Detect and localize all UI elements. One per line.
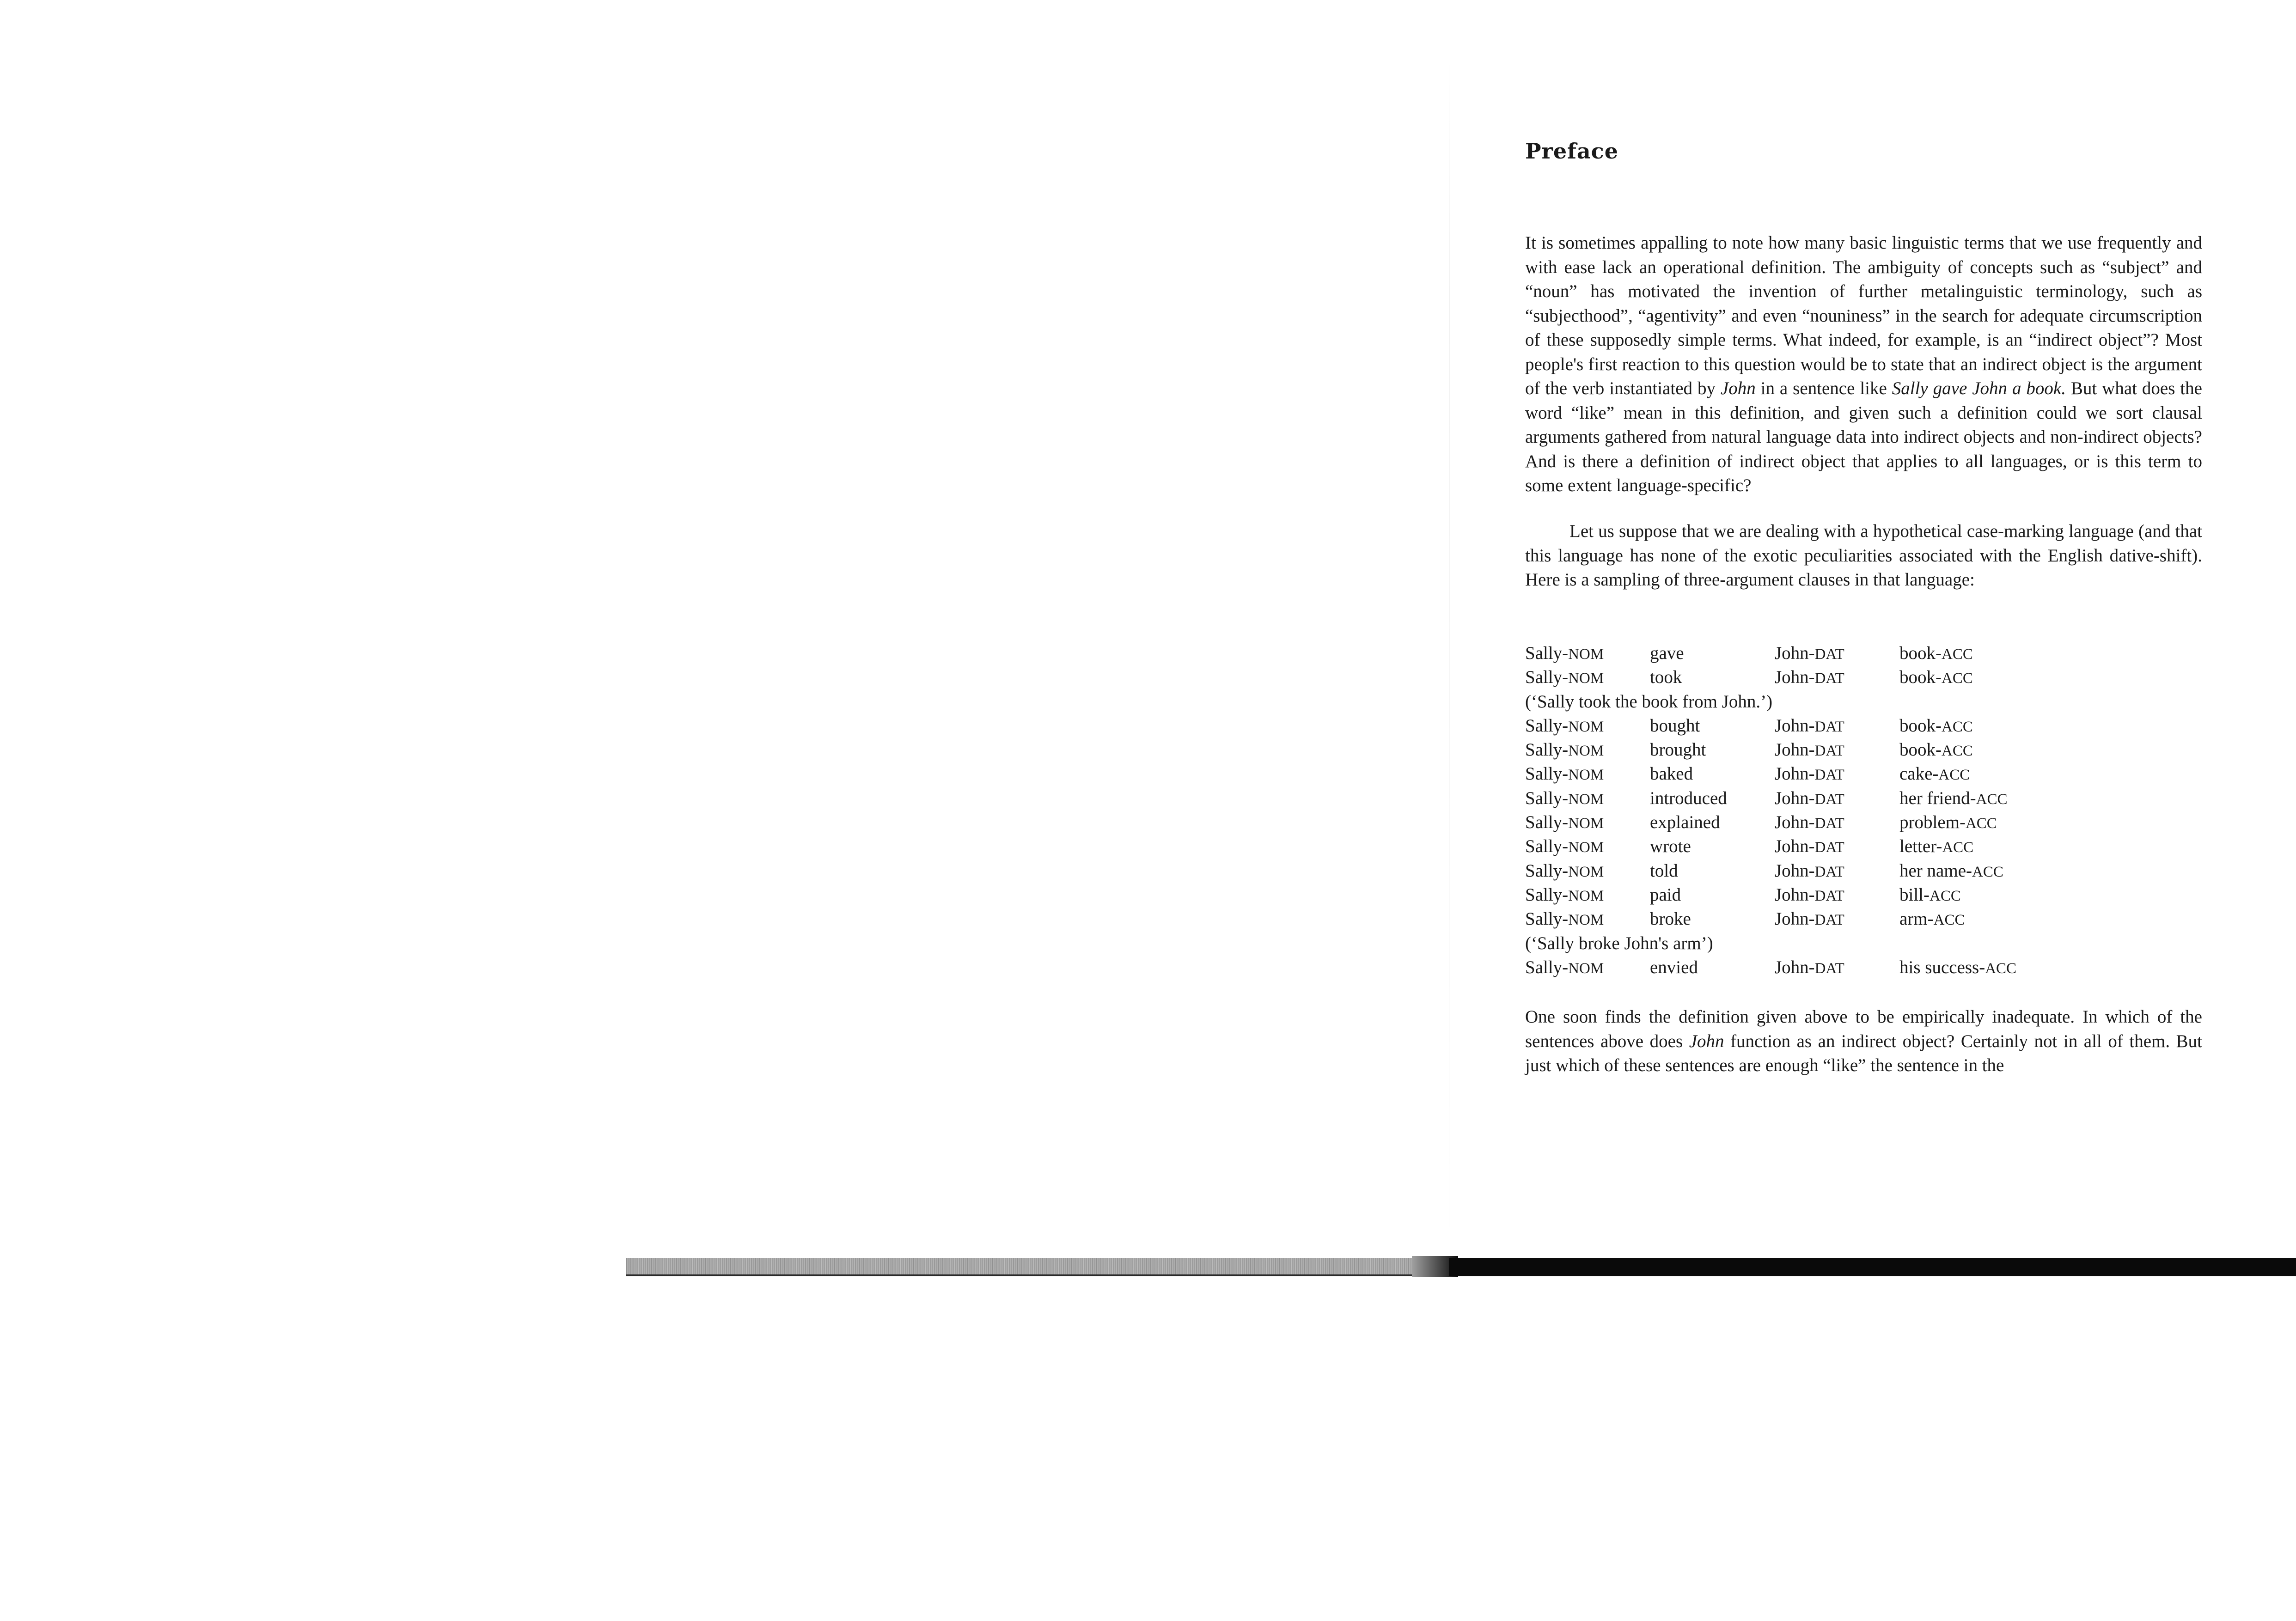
p1-text-a: It is sometimes appalling to note how many basic linguistic terms that we use frequently and with ease lack an operational definition. The ambiguity of concepts such as “subject” and “noun” has motivated the invention of further metalinguistic terminology, such as “subjecthood”, “agentivity” and even “nouniness” in the search for adequate circumscription of these supposedly simple terms. What indeed, for example, is an “indirect object”? Most people's first reaction to this question would be to state that an indirect object is the argument of the verb instantiated by [1525, 233, 2202, 398]
example-object [1899, 907, 2084, 931]
example-verb [1650, 835, 1775, 859]
example-subject [1525, 641, 1650, 665]
right-page [1525, 139, 2202, 1075]
paragraph-3 [1525, 1005, 2202, 1078]
example-object [1899, 835, 2084, 859]
example-object-word: arm- [1899, 909, 1934, 929]
example-recipient-case: DAT [1814, 767, 1844, 784]
example-gloss: (‘Sally took the book from John.’) [1525, 691, 1773, 712]
example-object-case: ACC [1942, 670, 1973, 687]
example-row [1525, 907, 2202, 931]
example-recipient-word: John- [1775, 643, 1815, 663]
example-subject [1525, 907, 1650, 931]
example-subject-case: NOM [1568, 912, 1604, 929]
example-verb [1650, 665, 1775, 689]
example-recipient [1775, 907, 1899, 931]
example-subject-word: Sally- [1525, 884, 1569, 905]
example-object-word: her friend- [1899, 788, 1976, 808]
example-subject-case: NOM [1568, 960, 1604, 977]
example-subject-case: NOM [1568, 791, 1604, 808]
example-subject-word: Sally- [1525, 788, 1569, 808]
example-recipient-case: DAT [1814, 887, 1844, 904]
example-recipient [1775, 883, 1899, 907]
example-subject-word: Sally- [1525, 909, 1569, 929]
example-verb [1650, 641, 1775, 665]
example-subject [1525, 786, 1650, 810]
example-verb [1650, 714, 1775, 738]
example-row [1525, 762, 2202, 786]
example-object-case: ACC [1965, 815, 1997, 832]
example-object-case: ACC [1938, 767, 1970, 784]
example-subject [1525, 665, 1650, 689]
example-object [1899, 859, 2084, 883]
example-recipient [1775, 810, 1899, 835]
example-verb-word: told [1650, 860, 1678, 881]
example-verb-word: broke [1650, 909, 1691, 929]
example-row [1525, 641, 2202, 665]
example-recipient-case: DAT [1814, 718, 1844, 735]
example-row [1525, 956, 2202, 980]
example-verb-word: explained [1650, 812, 1720, 833]
example-recipient-case: DAT [1814, 743, 1844, 760]
example-verb [1650, 956, 1775, 980]
example-recipient-case: DAT [1814, 863, 1844, 880]
example-verb-word: gave [1650, 643, 1684, 663]
example-object [1899, 883, 2084, 907]
p3-john: John [1689, 1031, 1724, 1051]
example-subject-case: NOM [1568, 815, 1604, 832]
example-row [1525, 738, 2202, 762]
right-page-edge [1449, 1258, 2296, 1276]
example-verb-word: brought [1650, 740, 1706, 760]
example-recipient-word: John- [1775, 764, 1815, 784]
example-recipient-word: John- [1775, 884, 1815, 905]
example-object-word: her name- [1899, 860, 1972, 881]
example-subject-case: NOM [1568, 767, 1604, 784]
example-subject [1525, 738, 1650, 762]
example-object-word: his success- [1899, 957, 1985, 977]
p1-example: Sally gave John a book. [1892, 378, 2066, 398]
example-recipient [1775, 859, 1899, 883]
example-row [1525, 835, 2202, 859]
example-verb [1650, 810, 1775, 835]
example-recipient [1775, 714, 1899, 738]
example-subject-case: NOM [1568, 670, 1604, 687]
example-subject-case: NOM [1568, 863, 1604, 880]
example-object [1899, 738, 2084, 762]
example-subject [1525, 883, 1650, 907]
example-recipient-word: John- [1775, 957, 1815, 977]
example-object-word: problem- [1899, 812, 1966, 833]
paragraph-2: Let us suppose that we are dealing with a hypothetical case-marking language (and that this language has none of the exotic peculiarities associated with the English dative-shift). Here is a sampling of three-argument clauses in that language: [1525, 521, 2202, 590]
example-subject [1525, 810, 1650, 835]
example-recipient-word: John- [1775, 740, 1815, 760]
example-verb-word: wrote [1650, 836, 1691, 857]
example-row [1525, 883, 2202, 907]
p1-john: John [1720, 378, 1756, 398]
example-recipient-word: John- [1775, 715, 1815, 736]
example-object-case: ACC [1972, 863, 2003, 880]
example-row [1525, 665, 2202, 689]
p1-text-c: But what does the word “like” mean in this definition, and given such a definition could we sort clausal arguments gathered from natural language data into indirect objects and non-indirect objects? And is there a definition of indirect object that applies to all languages, or is this term to some extent language-specific? [1525, 378, 2202, 495]
example-subject-word: Sally- [1525, 836, 1569, 857]
example-object-case: ACC [1933, 912, 1965, 929]
example-recipient-word: John- [1775, 909, 1815, 929]
example-recipient-word: John- [1775, 836, 1815, 857]
example-verb-word: envied [1650, 957, 1698, 977]
p1-text-b: in a sentence like [1755, 378, 1892, 398]
example-row [1525, 810, 2202, 835]
example-recipient-word: John- [1775, 667, 1815, 688]
example-subject [1525, 835, 1650, 859]
example-verb [1650, 883, 1775, 907]
example-subject-word: Sally- [1525, 715, 1569, 736]
example-object [1899, 786, 2084, 810]
example-subject-case: NOM [1568, 743, 1604, 760]
p3-text-b: function as an indirect object? Certainly not in all of them. But just which of these sentences are enough “like” the sentence in the [1525, 1031, 2202, 1075]
example-recipient [1775, 738, 1899, 762]
example-object-case: ACC [1942, 646, 1973, 663]
example-object [1899, 810, 2084, 835]
example-recipient [1775, 956, 1899, 980]
paragraph-1 [1525, 231, 2202, 498]
example-object-word: book- [1899, 667, 1942, 688]
example-row [1525, 786, 2202, 810]
example-recipient [1775, 762, 1899, 786]
example-object [1899, 762, 2084, 786]
example-verb [1650, 907, 1775, 931]
example-verb [1650, 859, 1775, 883]
example-object-word: book- [1899, 715, 1942, 736]
example-recipient [1775, 835, 1899, 859]
example-verb-word: introduced [1650, 788, 1727, 808]
example-subject-word: Sally- [1525, 667, 1569, 688]
example-verb [1650, 786, 1775, 810]
example-recipient [1775, 641, 1899, 665]
example-object [1899, 714, 2084, 738]
example-object-case: ACC [1942, 718, 1973, 735]
example-subject-case: NOM [1568, 839, 1604, 856]
example-recipient-case: DAT [1814, 960, 1844, 977]
example-object-case: ACC [1942, 743, 1973, 760]
example-subject-case: NOM [1568, 718, 1604, 735]
example-verb-word: bought [1650, 715, 1700, 736]
example-subject [1525, 859, 1650, 883]
example-row [1525, 859, 2202, 883]
example-subject-word: Sally- [1525, 643, 1569, 663]
example-object-case: ACC [1985, 960, 2017, 977]
example-object-word: cake- [1899, 764, 1939, 784]
left-page-edge [626, 1258, 1449, 1276]
example-verb-word: paid [1650, 884, 1681, 905]
example-recipient-case: DAT [1814, 670, 1844, 687]
example-recipient-case: DAT [1814, 815, 1844, 832]
example-recipient-word: John- [1775, 812, 1815, 833]
example-recipient-word: John- [1775, 788, 1815, 808]
example-subject-word: Sally- [1525, 812, 1569, 833]
example-object-word: letter- [1899, 836, 1942, 857]
example-verb-word: took [1650, 667, 1682, 688]
example-list [1525, 641, 2202, 980]
example-subject-word: Sally- [1525, 860, 1569, 881]
example-recipient [1775, 786, 1899, 810]
example-recipient-case: DAT [1814, 839, 1844, 856]
example-object-word: bill- [1899, 884, 1930, 905]
example-object-case: ACC [1942, 839, 1974, 856]
example-recipient-case: DAT [1814, 912, 1844, 929]
page-gutter [1449, 55, 1450, 1257]
example-recipient-case: DAT [1814, 791, 1844, 808]
example-object [1899, 665, 2084, 689]
example-recipient [1775, 665, 1899, 689]
example-subject [1525, 956, 1650, 980]
example-subject-word: Sally- [1525, 740, 1569, 760]
example-verb-word: baked [1650, 764, 1693, 784]
example-subject-case: NOM [1568, 887, 1604, 904]
example-verb [1650, 762, 1775, 786]
example-subject-word: Sally- [1525, 764, 1569, 784]
example-gloss: (‘Sally broke John's arm’) [1525, 933, 1713, 953]
example-subject-word: Sally- [1525, 957, 1569, 977]
example-object-case: ACC [1930, 887, 1961, 904]
example-recipient-case: DAT [1814, 646, 1844, 663]
example-row [1525, 714, 2202, 738]
example-object [1899, 641, 2084, 665]
example-object-word: book- [1899, 643, 1942, 663]
p3-text-a: One soon finds the definition given above to be empirically inadequate. In which of the sentences above does [1525, 1007, 2202, 1051]
example-object-case: ACC [1976, 791, 2008, 808]
page-title: Preface [1525, 139, 1618, 164]
example-subject [1525, 714, 1650, 738]
example-object-word: book- [1899, 740, 1942, 760]
example-recipient-word: John- [1775, 860, 1815, 881]
example-subject [1525, 762, 1650, 786]
example-verb [1650, 738, 1775, 762]
example-subject-case: NOM [1568, 646, 1604, 663]
example-object [1899, 956, 2084, 980]
